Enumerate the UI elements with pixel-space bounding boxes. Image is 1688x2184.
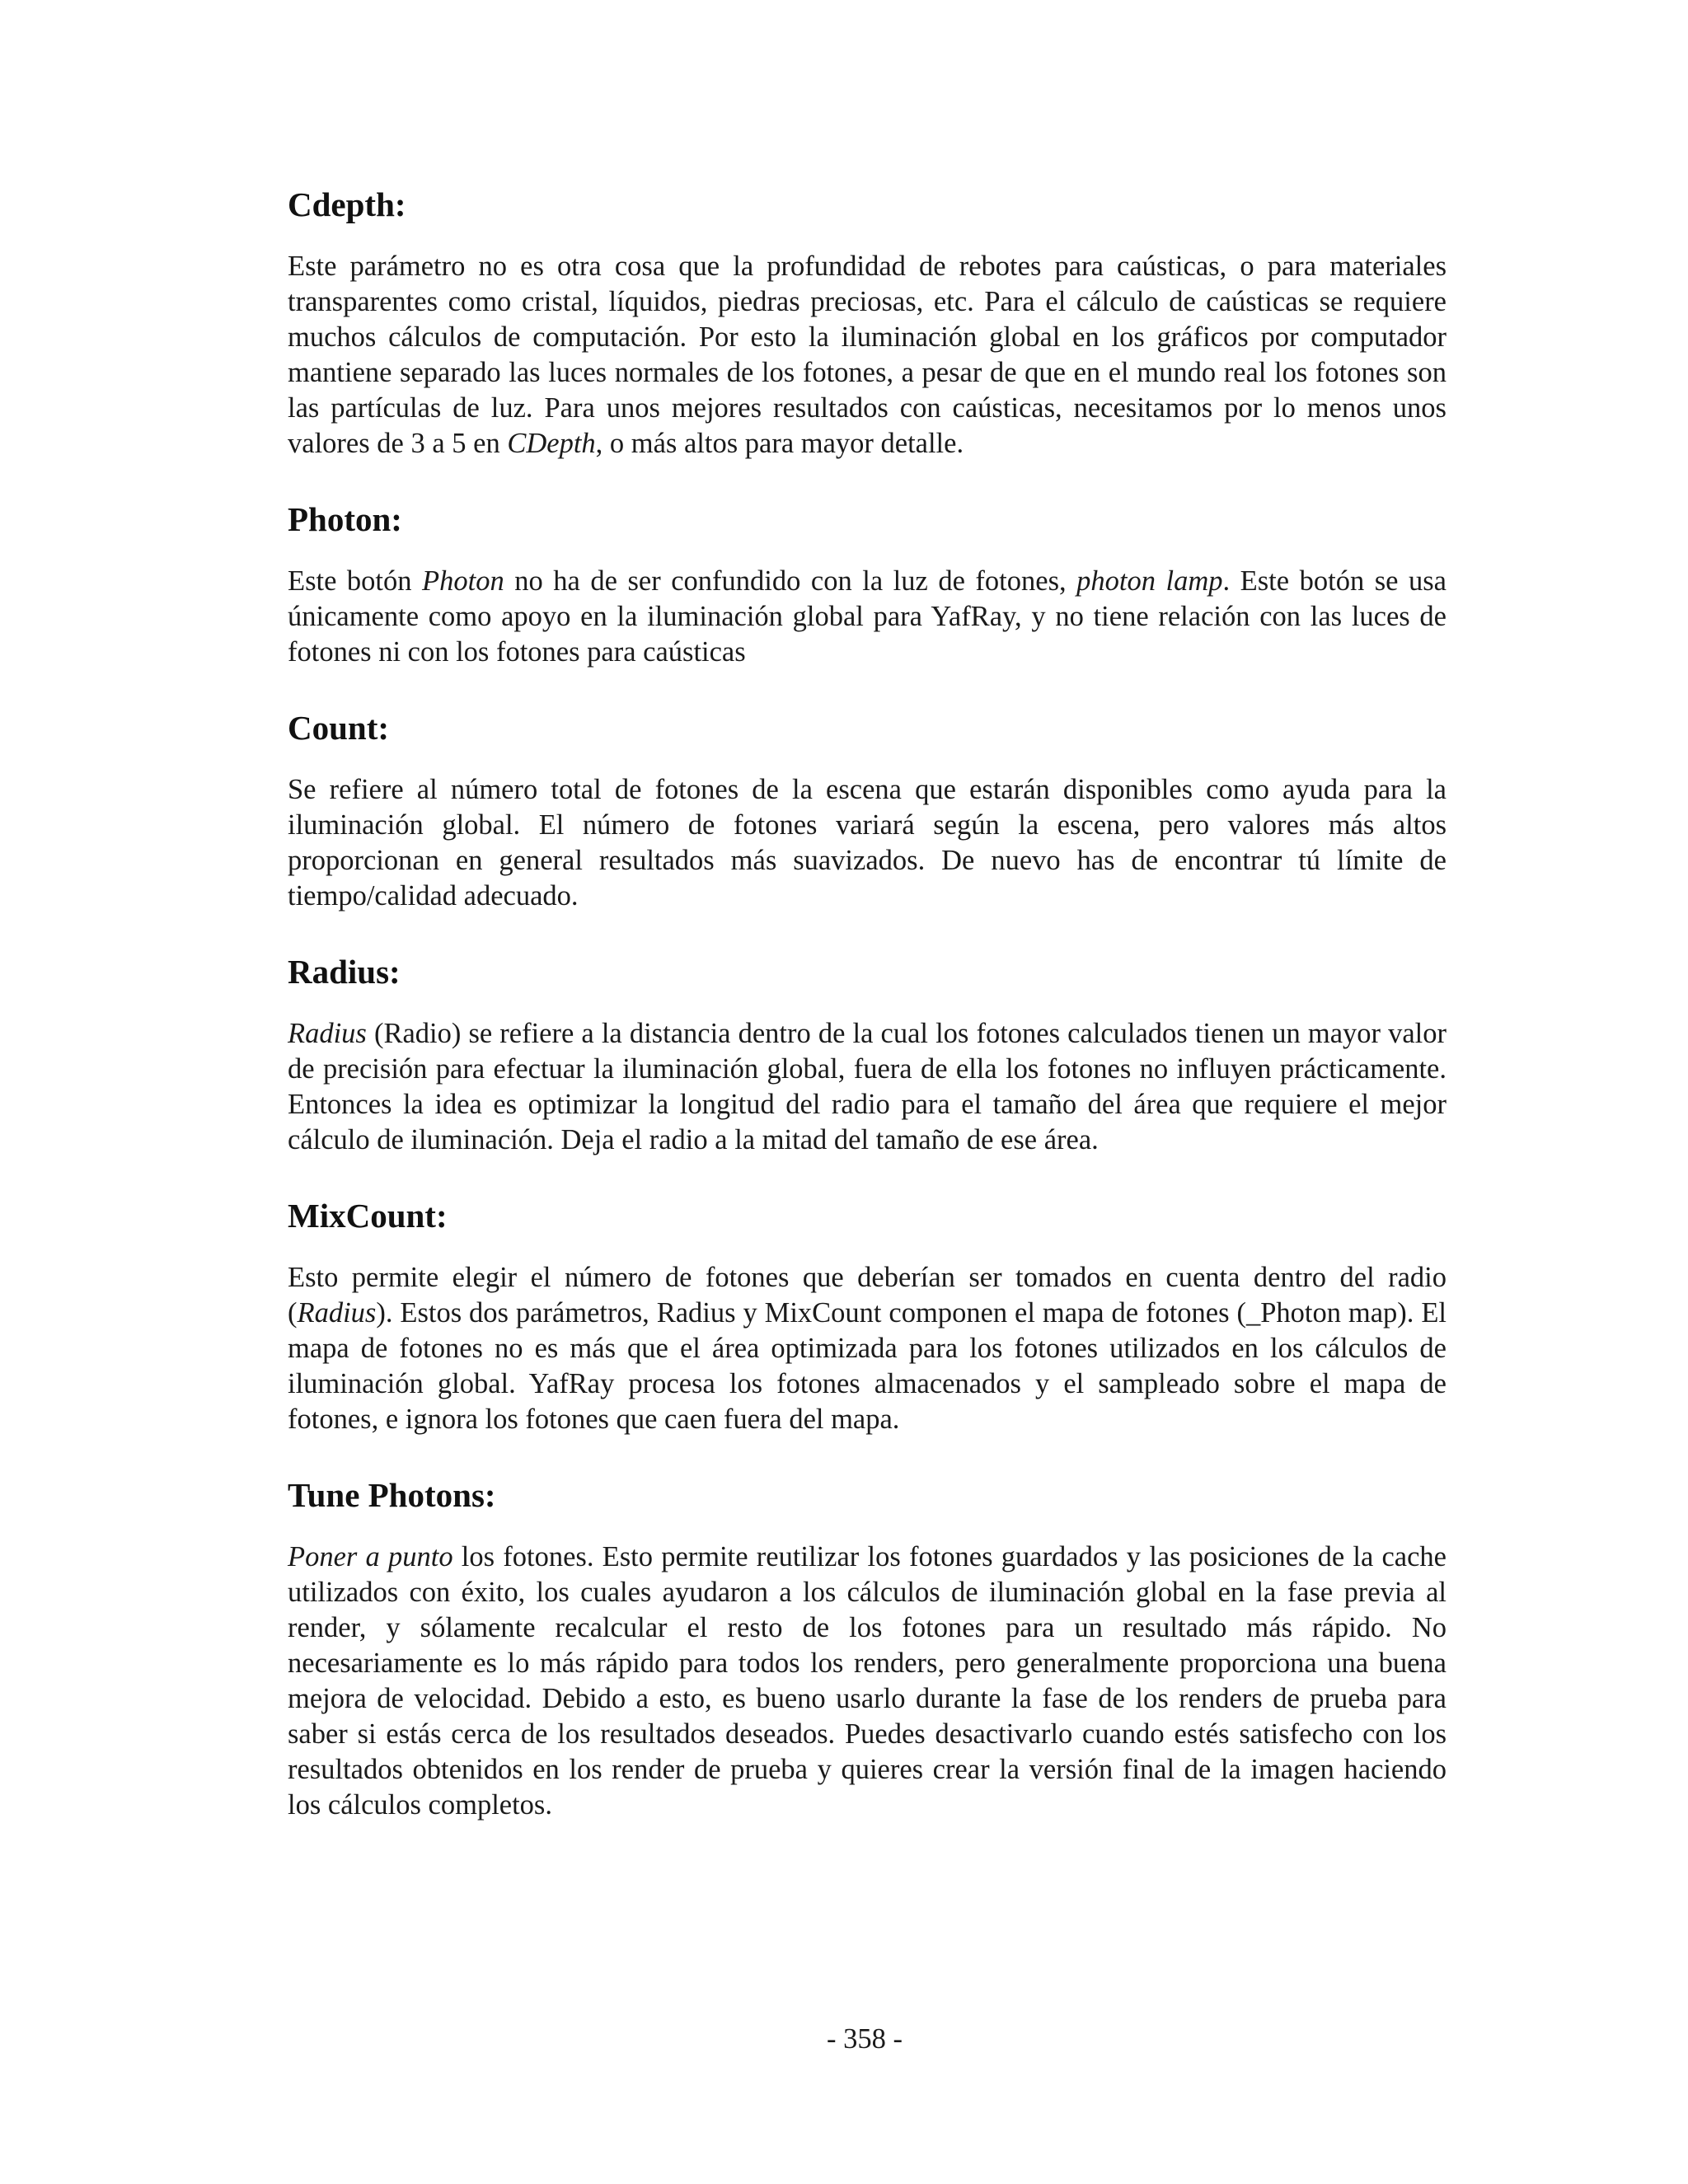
section-paragraph bbox=[288, 1260, 1447, 1437]
section-heading: Tune Photons: bbox=[288, 1476, 496, 1514]
text-run: (Radio) se refiere a la distancia dentro de la cual los fotones calculados tienen un mayor valor de precisión para efectuar la iluminación global, fuera de ella los fotones no influyen prácticamente. Entonces la idea es optimizar la longitud del radio para el tamaño del área que requiere el mejor cálculo de iluminación. Deja el radio a la mitad del tamaño de ese área. bbox=[288, 1018, 1447, 1155]
italic-term: Radius bbox=[297, 1297, 377, 1329]
italic-term: Photon bbox=[422, 565, 504, 597]
text-run: no ha de ser confundido con la luz de fotones, bbox=[504, 565, 1077, 597]
text-run: Este botón bbox=[288, 565, 423, 597]
section-paragraph bbox=[288, 1540, 1447, 1823]
section-heading: MixCount: bbox=[288, 1197, 448, 1235]
text-run: . Este botón se usa únicamente como apoyo en la iluminación global para YafRay, y no tiene relación con las luces de fotones ni con los fotones para caústicas bbox=[288, 565, 1447, 668]
italic-term: photon lamp bbox=[1076, 565, 1223, 597]
italic-term: Poner a punto bbox=[288, 1541, 453, 1572]
section-mixcount bbox=[288, 1193, 1447, 1437]
text-run: Se refiere al número total de fotones de la escena que estarán disponibles como ayuda para la iluminación global. El número de fotones variará según la escena, pero valores más altos proporcionan en general resultados más suavizados. De nuevo has de encontrar tú límite de tiempo/calidad adecuado. bbox=[288, 774, 1447, 912]
section-heading: Cdepth: bbox=[288, 185, 406, 223]
section-paragraph bbox=[288, 564, 1447, 670]
section-paragraph bbox=[288, 249, 1447, 462]
section-count bbox=[288, 705, 1447, 914]
text-run: Esto permite elegir el número de fotones que deberían ser tomados en cuenta dentro del radio ( bbox=[288, 1262, 1447, 1329]
italic-term: CDepth bbox=[507, 428, 596, 459]
page-number: - 358 - bbox=[827, 2023, 903, 2055]
section-photon bbox=[288, 496, 1447, 670]
section-tune-photons bbox=[288, 1472, 1447, 1823]
section-heading: Photon: bbox=[288, 500, 402, 538]
italic-term: Radius bbox=[288, 1018, 367, 1049]
text-run: Este parámetro no es otra cosa que la profundidad de rebotes para caústicas, o para materiales transparentes como cristal, líquidos, piedras preciosas, etc. Para el cálculo de caústicas se requiere muchos cálculos de computación. Por esto la iluminación global en los gráficos por computador mantiene separado las luces normales de los fotones, a pesar de que en el mundo real los fotones son las partículas de luz. Para unos mejores resultados con caústicas, necesitamos por lo menos unos valores de 3 a 5 en bbox=[288, 251, 1447, 459]
text-run: ). Estos dos parámetros, Radius y MixCount componen el mapa de fotones (_Photon map). El mapa de fotones no es más que el área optimizada para los fotones utilizados en los cálculos de iluminación global. YafRay procesa los fotones almacenados y el sampleado sobre el mapa de fotones, e ignora los fotones que caen fuera del mapa. bbox=[288, 1297, 1447, 1435]
document-page bbox=[288, 181, 1447, 1858]
section-paragraph bbox=[288, 772, 1447, 914]
section-radius bbox=[288, 949, 1447, 1158]
text-run: los fotones. Esto permite reutilizar los fotones guardados y las posiciones de la cache utilizados con éxito, los cuales ayudaron a los cálculos de iluminación global en la fase previa al render, y sólamente recalcular el resto de los fotones para un resultado más rápido. No necesariamente es lo más rápido para todos los renders, pero generalmente proporciona una buena mejora de velocidad. Debido a esto, es bueno usarlo durante la fase de los renders de prueba para saber si estás cerca de los resultados deseados. Puedes desactivarlo cuando estés satisfecho con los resultados obtenidos en los render de prueba y quieres crear la versión final de la imagen haciendo los cálculos completos. bbox=[288, 1541, 1447, 1821]
section-paragraph bbox=[288, 1016, 1447, 1158]
section-cdepth bbox=[288, 181, 1447, 462]
section-heading: Count: bbox=[288, 709, 390, 747]
section-heading: Radius: bbox=[288, 953, 401, 991]
text-run: , o más altos para mayor detalle. bbox=[595, 428, 964, 459]
